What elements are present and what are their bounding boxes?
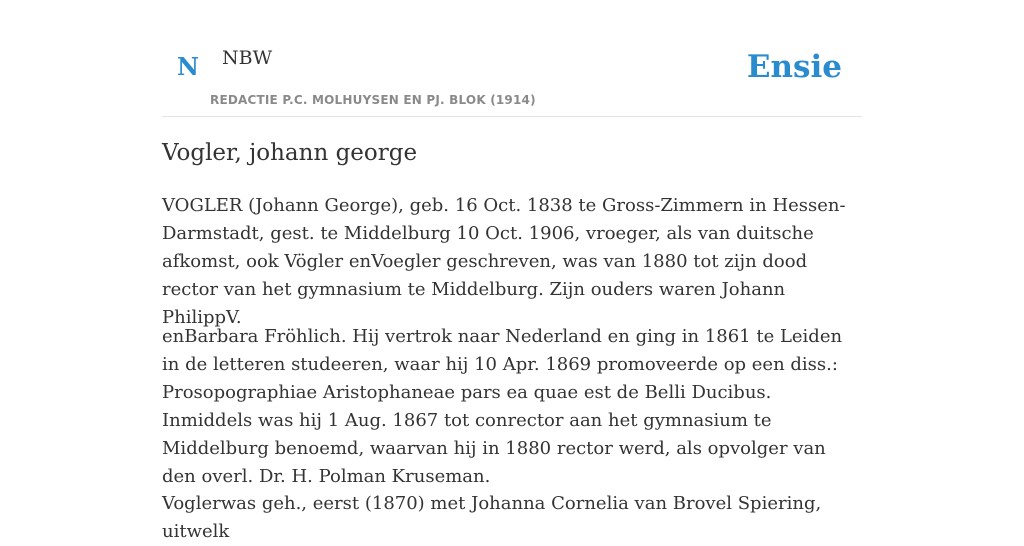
source-subtitle: REDACTIE P.C. MOLHUYSEN EN PJ. BLOK (1914) [210, 93, 536, 107]
article-paragraph: Voglerwas geh., eerst (1870) met Johanna Cornelia van Brovel Spiering, uitwelk [162, 493, 822, 542]
article-paragraph: VOGLER (Johann George), geb. 16 Oct. 1838 te Gross-Zimmern in Hessen-Darmstadt, gest. te Middelburg 10 Oct. 1906, vroeger, als van duitsche afkomst, ook Vögler enVoegler geschreven, was van 1880 tot zijn dood rector van het gymnasium te Middelburg. Zijn ouders waren Johann PhilippV. [162, 195, 846, 328]
brand-logo[interactable]: Ensie [746, 49, 842, 85]
article-paragraph: enBarbara Fröhlich. Hij vertrok naar Nederland en ging in 1861 te Leiden in de letteren studeeren, waar hij 10 Apr. 1869 promoveerde op een diss.: Prosopographiae Aristophaneae pars ea quae est de Belli Ducibus. Inmiddels was hij 1 Aug. 1867 tot conrector aan het gymnasium te Middelburg benoemd, waarvan hij in 1880 rector werd, als opvolger van den overl. Dr. H. Polman Kruseman. [162, 326, 843, 487]
source-header [162, 0, 862, 117]
article-title: Vogler, johann george [162, 140, 418, 166]
source-logo[interactable]: N [177, 52, 199, 81]
source-name[interactable]: NBW [222, 47, 273, 69]
page-container [162, 0, 862, 542]
